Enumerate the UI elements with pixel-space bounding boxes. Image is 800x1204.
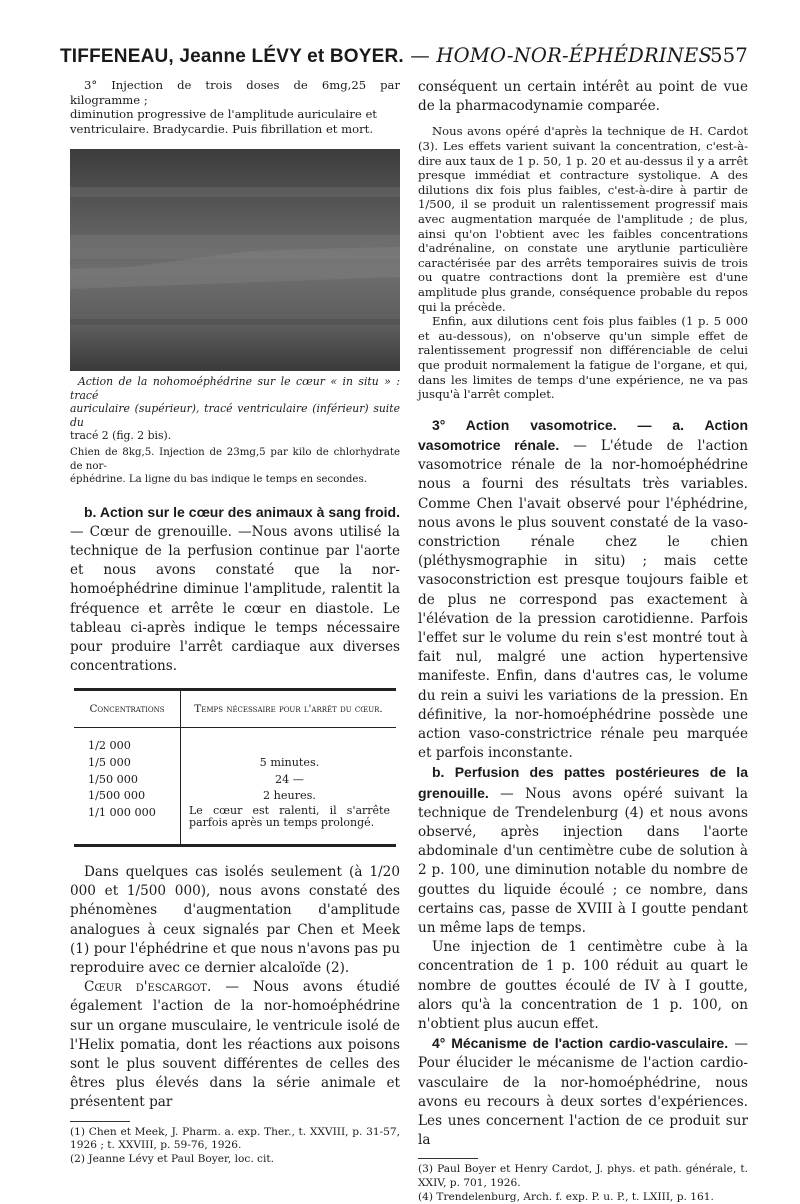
trace-image (70, 149, 400, 371)
table-cell: 5 minutes. (259, 756, 320, 770)
table-cell: 1/1 000 000 (88, 805, 156, 819)
table-cell: 24 — (275, 772, 304, 786)
concentration-table (74, 688, 396, 847)
escargot-paragraph (70, 978, 400, 1112)
section-b-text: — Cœur de grenouille. —Nous avons utilisé la technique de la perfusion continue par l'aorte et nous avons constaté que la nor-homoéphédrine diminue l'amplitude, ralentit la fréquence et arrête le cœur en diastole. Le tableau ci-après indique le temps nécessaire pour produire l'arrêt cardiaque aux diverses concentrations. (70, 523, 400, 675)
escargot-text: — Nous avons étudié également l'action de la nor-homoéphédrine sur un organe musculaire, le ventricule isolé de l'Helix pomatia, dont les réactions aux poisons sont le plus souvent différentes de celles des êtres plus élevés dans la série animale et présentent par (70, 979, 400, 1111)
section-b2-text: — Nous avons opéré suivant la technique de Trendelenburg (4) et nous avons observé, après injection dans l'aorte abdominale d'un centimètre cube de solution à 2 p. 100, une diminution notable du nombre de gouttes du liquide écoulé ; ce nombre, dans certains cas, passe de XVIII à I goutte pendant un même laps de temps. (418, 785, 748, 936)
table-cell (189, 738, 390, 755)
escargot-lead: Cœur d'escargot. (84, 979, 212, 996)
figure-caption-2: auriculaire (supérieur), tracé ventriculaire (inférieur) suite du (70, 402, 400, 429)
page-number: 557 (710, 44, 748, 67)
section-4-paragraph (418, 1034, 748, 1150)
running-header (60, 44, 748, 74)
section-3-heading: 3° Action vasomotrice. — a. Action vasomotrice rénale. (418, 416, 748, 453)
section-b-heading: b. Action sur le cœur des animaux à sang froid. (84, 503, 400, 520)
footnote-4: (4) Trendelenburg, Arch. f. exp. P. u. P., t. LXIII, p. 161. (418, 1190, 714, 1203)
figure-note-1: Chien de 8kg,5. Injection de 23mg,5 par kilo de chlorhydrate de nor- (70, 447, 400, 472)
para-after-table: Dans quelques cas isolés seulement (à 1/20 000 et 1/500 000), nous avons constaté des phénomènes d'augmentation d'amplitude analogues à ceux signalés par Chen et Meek (1) pour l'éphédrine et que nous n'avons pas pu reproduire avec ce dernier alcaloïde (2). (70, 864, 400, 977)
footnote-rule-right (418, 1158, 478, 1159)
cardiac-trace-photo (70, 149, 400, 371)
table-cell: 1/2 000 (88, 739, 131, 753)
cardot-paragraph: Nous avons opéré d'après la technique de H. Cardot (3). Les effets varient suivant la concentration, c'est-à-dire aux taux de 1 p. 50, 1 p. 20 et au-dessus il y a arrêt presque immédiat et contracture systolique. A des dilutions dix fois plus faibles, c'est-à-dire à partir de 1/500, il se produit un ralentissement progressif mais avec augmentation marquée de l'amplitude ; de plus, ainsi qu'on l'obtient avec les faibles concentrations d'adrénaline, on constate une arytlunie particulière caractérisée par des arrêts temporaires suivis de trois ou quatre contractions dont la première est d'une amplitude plus grande, conséquence probable du repos qui la précède. (418, 124, 748, 314)
table-cell: 1/500 000 (88, 789, 146, 803)
section-3-paragraph (418, 416, 748, 764)
footnote-2: (2) Jeanne Lévy et Paul Boyer, loc. cit. (70, 1152, 275, 1165)
section-3-text: — L'étude de l'action vasomotrice rénale de la nor-homoéphédrine nous a fourni des résultats très variables. Comme Chen l'avait observé pour l'éphédrine, nous avons le plus souvent constaté de la vaso-constriction rénale chez le chien (pléthysmographie in situ) ; mais cette vasoconstriction est presque toujours faible et de plus ne correspond pas exactement à l'élévation de la pression carotidienne. Parfois l'effet sur le volume du rein s'est montré tout à fait nul, malgré une action hypertensive manifeste. Enfin, dans d'autres cas, le volume du rein a suivi les variations de la pression. En définitive, la nor-homoéphédrine possède une action vaso-constrictrice rénale peu marquée et parfois inconstante. (418, 437, 748, 762)
header-authors: TIFFENEAU, Jeanne LÉVY et BOYER. (60, 46, 404, 67)
intro-line-3: ventriculaire. Bradycardie. Puis fibrillation et mort. (70, 121, 374, 136)
concentration-cells (74, 728, 181, 846)
figure-caption-1: Action de la nohomoéphédrine sur le cœur « in situ » : tracé (70, 375, 400, 402)
left-column (70, 78, 400, 1166)
table-header-time: Temps nécessaire pour l'arrêt du cœur. (181, 690, 397, 728)
section-4-heading: 4° Mécanisme de l'action cardio-vasculaire. (432, 1035, 729, 1052)
section-b2-heading: b. Perfusion des pattes postérieures de la grenouille. (418, 764, 748, 801)
right-continuation: conséquent un certain intérêt au point de vue de la pharmacodynamie comparée. (418, 79, 748, 115)
table-cell: Le cœur est ralenti, il s'arrête parfois après un temps prolongé. (189, 803, 390, 830)
figure-note-2: éphédrine. La ligne du bas indique le temps en secondes. (70, 474, 367, 486)
table-cell: 1/5 000 (88, 756, 131, 770)
section-b-paragraph (70, 503, 400, 677)
table-cell: 2 heures. (263, 789, 316, 803)
right-column (418, 78, 748, 1204)
dilution-paragraph: Enfin, aux dilutions cent fois plus faibles (1 p. 5 000 et au-dessous), on n'observe qu'un simple effet de ralentissement progressif non différenciable de celui que produit normalement la fatigue de l'organe, et qui, dans les limites de temps d'une expérience, ne va pas jusqu'à l'arrêt complet. (418, 314, 748, 402)
section-4-text: — Pour élucider le mécanisme de l'action cardio-vasculaire de la nor-homoéphédrine, nous avons eu recours à deux sortes d'expériences. Les unes concernent l'action de ce produit sur la (418, 1036, 748, 1149)
footnote-1: (1) Chen et Meek, J. Pharm. a. exp. Ther., t. XXVIII, p. 31-57, 1926 ; t. XXVIII, p. 59-76, 1926. (70, 1125, 400, 1152)
figure-caption-3: tracé 2 (fig. 2 bis). (70, 429, 172, 442)
footnote-3: (3) Paul Boyer et Henry Cardot, J. phys. et path. générale, t. XXIV, p. 701, 1926. (418, 1163, 748, 1189)
table-header-concentrations: Concentrations (74, 690, 181, 728)
header-dash: — (403, 44, 437, 67)
intro-line-2: diminution progressive de l'amplitude auriculaire et (70, 107, 377, 122)
time-cells (181, 728, 397, 846)
injection-paragraph: Une injection de 1 centimètre cube à la concentration de 1 p. 100 réduit au quart le nombre de gouttes écoulé de IV à I goutte, alors qu'à la concentration de 1 p. 100, on n'obtient plus aucun effet. (418, 939, 748, 1032)
header-title: HOMO-NOR-ÉPHÉDRINES (436, 44, 713, 67)
section-b2-paragraph (418, 763, 748, 938)
footnote-rule (70, 1121, 130, 1122)
intro-line-1: 3° Injection de trois doses de 6mg,25 par kilogramme ; (70, 78, 400, 107)
table-cell: 1/50 000 (88, 772, 139, 786)
